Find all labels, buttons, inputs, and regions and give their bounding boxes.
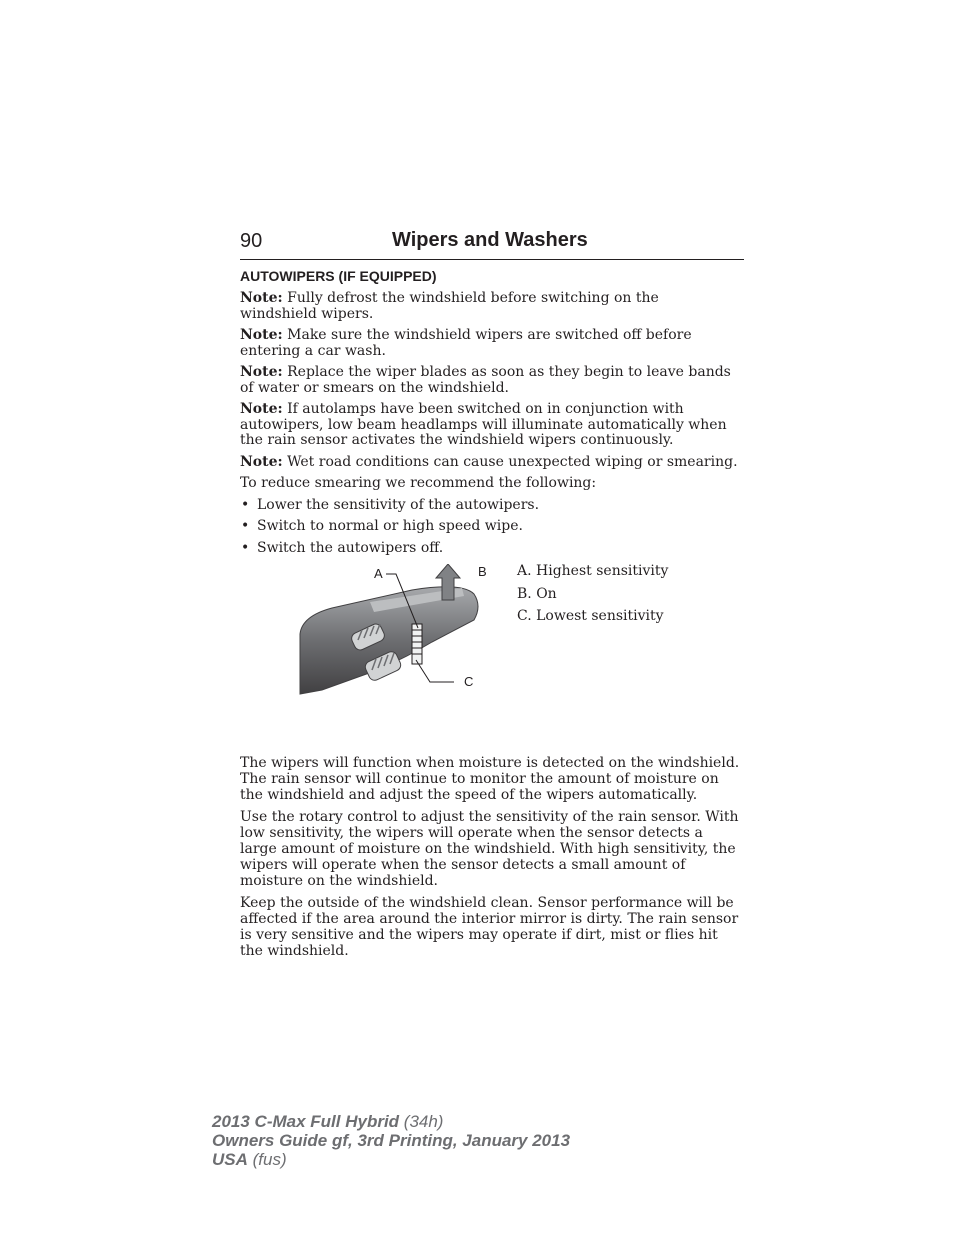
footer-edition: Owners Guide gf, 3rd Printing, January 2013 — [212, 1131, 571, 1150]
footer-model: 2013 C-Max Full Hybrid — [212, 1112, 400, 1131]
footer-line-2 — [212, 1131, 570, 1150]
chapter-title: Wipers and Washers — [392, 229, 588, 251]
note-5 — [240, 455, 740, 471]
callout-a: A — [374, 566, 383, 581]
figure-legend — [517, 564, 668, 632]
page-number: 90 — [240, 230, 263, 252]
note-4 — [240, 402, 740, 449]
note-label: Note: — [240, 290, 283, 306]
page-header — [240, 228, 744, 260]
legend-item: C. Lowest sensitivity — [517, 608, 664, 624]
note-text: Fully defrost the windshield before switching on the windshield wipers. — [240, 290, 659, 322]
paragraph: Use the rotary control to adjust the sensitivity of the rain sensor. With low sensitivity, the wipers will operate when the sensor detects a large amount of moisture on the windshield. With high sensitivity, the wipers will operate when the sensor detects a small amount of moisture on the windshield. — [240, 809, 739, 889]
note-text: Replace the wiper blades as soon as they begin to leave bands of water or smears on the windshield. — [240, 364, 731, 396]
list-item: • Switch the autowipers off. — [240, 541, 740, 557]
note-label: Note: — [240, 453, 283, 470]
footer-market-code: (fus) — [247, 1150, 287, 1169]
recommendation-list — [240, 498, 740, 557]
note-label: Note: — [240, 327, 283, 343]
note-text: If autolamps have been switched on in conjunction with autowipers, low beam headlamps will illuminate automatically when the rain sensor activates the windshield wipers continuously. — [240, 401, 727, 448]
legend-item: B. On — [517, 585, 557, 602]
note-text: Make sure the windshield wipers are switched off before entering a car wash. — [240, 327, 692, 359]
intro-text: To reduce smearing we recommend the following: — [240, 475, 597, 491]
note-2 — [240, 328, 740, 359]
paragraph: The wipers will function when moisture is detected on the windshield. The rain sensor will continue to monitor the amount of moisture on the windshield and adjust the speed of the wipers automatically. — [240, 755, 740, 803]
legend-item: A. Highest sensitivity — [517, 563, 669, 579]
main-content — [240, 267, 740, 774]
figure-row — [240, 564, 740, 774]
footer-line-3 — [212, 1150, 570, 1169]
section-title: AUTOWIPERS (IF EQUIPPED) — [240, 268, 437, 284]
footer-market: USA — [212, 1150, 248, 1169]
note-label: Note: — [240, 401, 283, 417]
footer-model-code: (34h) — [399, 1112, 444, 1131]
callout-b: B — [478, 564, 487, 579]
footer-line-1 — [212, 1112, 570, 1131]
list-item: • Switch to normal or high speed wipe. — [240, 519, 740, 535]
page-footer — [212, 1112, 570, 1169]
note-1 — [240, 291, 740, 322]
note-text: Wet road conditions can cause unexpected wiping or smearing. — [287, 453, 738, 470]
paragraph: Keep the outside of the windshield clean. Sensor performance will be affected if the area around the interior mirror is dirty. The rain sensor is very sensitive and the wipers may operate if dirt, mist or flies hit the windshield. — [240, 895, 739, 959]
note-label: Note: — [240, 364, 283, 380]
note-3 — [240, 365, 740, 396]
callout-c: C — [464, 674, 474, 689]
list-item: • Lower the sensitivity of the autowipers. — [240, 498, 740, 514]
body-text — [240, 755, 740, 965]
wiper-stalk-illustration — [292, 564, 502, 704]
